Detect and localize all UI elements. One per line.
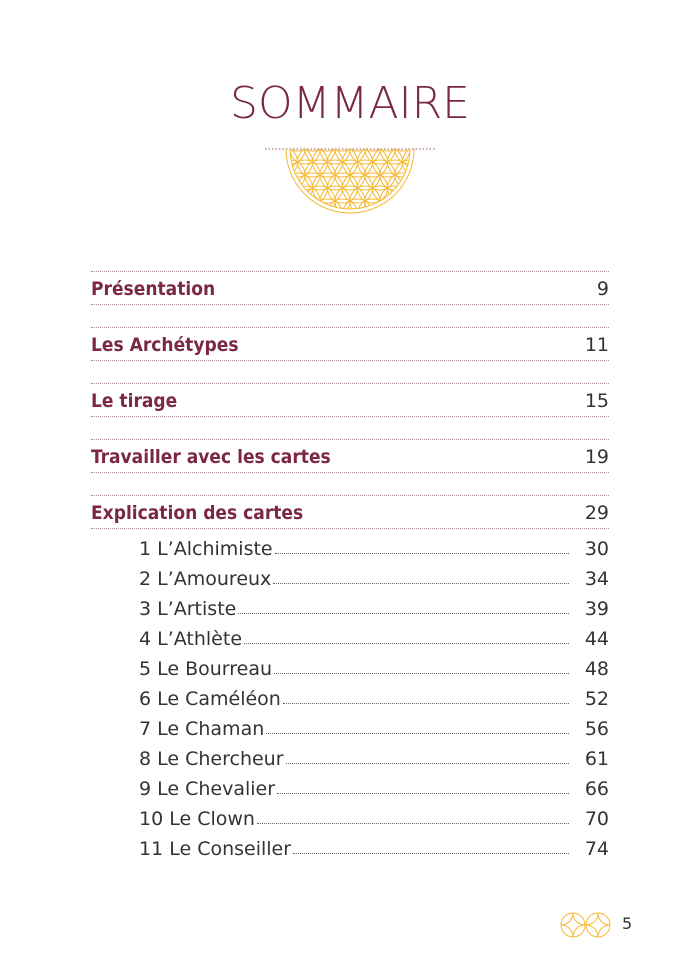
toc-entry-label: 6 Le Caméléon [139,688,281,710]
leader-dots [274,673,569,674]
toc-entry[interactable] [139,594,609,620]
toc-entry[interactable] [139,774,609,800]
toc-entry-label: 8 Le Chercheur [139,748,284,770]
page-number: 5 [622,914,633,933]
flower-circle [433,147,441,177]
leader-dots [273,583,569,584]
flower-circle [403,147,433,177]
leader-dots [286,763,569,764]
flower-circle [410,145,440,164]
flower-circle [358,199,388,215]
toc-section-page: 19 [584,446,609,468]
flower-circle [410,186,440,215]
toc-entry[interactable] [139,624,609,650]
flower-circle [275,160,305,190]
toc-entry-page: 34 [584,568,609,590]
flower-circle [260,160,290,190]
flower-circle [425,145,440,164]
flower-of-life-ornament [260,145,440,215]
ornament-circles-icon [560,911,612,939]
toc-section-label: Travailler avec les cartes [91,446,331,468]
toc-entry[interactable] [139,804,609,830]
flower-circle [260,160,275,190]
flower-circle [380,186,410,215]
toc-entry[interactable] [139,744,609,770]
leader-dots [266,733,569,734]
leader-dots [238,613,569,614]
toc-section-label: Les Archétypes [91,334,239,356]
toc-entry-label: 1 L’Alchimiste [139,538,273,560]
toc-entry-label: 11 Le Conseiller [139,838,292,860]
leader-dots [275,553,569,554]
flower-circle [395,160,425,190]
toc-entry-page: 56 [584,718,609,740]
toc-entry-label: 4 L’Athlète [139,628,243,650]
toc-section-label: Explication des cartes [91,502,304,524]
toc-entry-label: 7 Le Chaman [139,718,265,740]
flower-circle [403,199,433,215]
flower-circle [313,199,343,215]
flower-circle [290,186,320,215]
toc-section-page: 11 [584,334,609,356]
leader-dots [244,643,569,644]
toc-section-page: 15 [584,390,609,412]
toc-entry-page: 61 [584,748,609,770]
toc-section[interactable] [91,271,609,305]
toc-entry-page: 39 [584,598,609,620]
flower-circle [268,199,298,215]
toc-entry[interactable] [139,654,609,680]
toc-entry-page: 30 [584,538,609,560]
flower-circle [260,186,275,215]
leader-dots [283,703,569,704]
flower-circle [260,186,290,215]
toc-section[interactable] [91,327,609,361]
flower-circle [260,173,283,203]
toc-entry-label: 5 Le Bourreau [139,658,273,680]
toc-entry[interactable] [139,684,609,710]
page-title: SOMMAIRE [230,78,470,129]
flower-circle [410,160,440,190]
toc-entry[interactable] [139,564,609,590]
toc-section[interactable] [91,439,609,473]
toc-entry-label: 3 L’Artiste [139,598,237,620]
toc-section-page: 29 [584,502,609,524]
toc-section-label: Présentation [91,278,216,300]
flower-circle [418,147,441,177]
toc-entry[interactable] [139,534,609,560]
flower-circle [418,199,441,215]
flower-circle [260,199,283,215]
toc-entry-page: 52 [584,688,609,710]
toc-section[interactable] [91,383,609,417]
toc-entry-page: 48 [584,658,609,680]
flower-circle [418,173,441,203]
flower-circle [433,173,441,203]
toc-entry-page: 74 [584,838,609,860]
flower-circle [260,145,275,164]
leader-dots [293,853,569,854]
flower-circle [260,145,283,151]
toc-entry-label: 10 Le Clown [139,808,255,830]
flower-circle [425,160,440,190]
flower-circle [260,147,283,177]
leader-dots [257,823,569,824]
flower-circle [418,145,441,151]
toc-entry-page: 70 [584,808,609,830]
toc-section[interactable] [91,495,609,529]
toc-entry-page: 66 [584,778,609,800]
leader-dots [277,793,569,794]
flower-circle [425,186,440,215]
flower-circle [283,199,313,215]
toc-entry[interactable] [139,834,609,860]
toc-section-page: 9 [596,278,609,300]
flower-circle [260,145,290,164]
toc-entry-label: 2 L’Amoureux [139,568,272,590]
flower-circle [433,199,441,215]
flower-circle [433,145,441,151]
flower-circle [268,147,298,177]
toc-entry-label: 9 Le Chevalier [139,778,276,800]
flower-circle [388,199,418,215]
toc-entry[interactable] [139,714,609,740]
toc-entry-page: 44 [584,628,609,650]
toc-section-label: Le tirage [91,390,178,412]
